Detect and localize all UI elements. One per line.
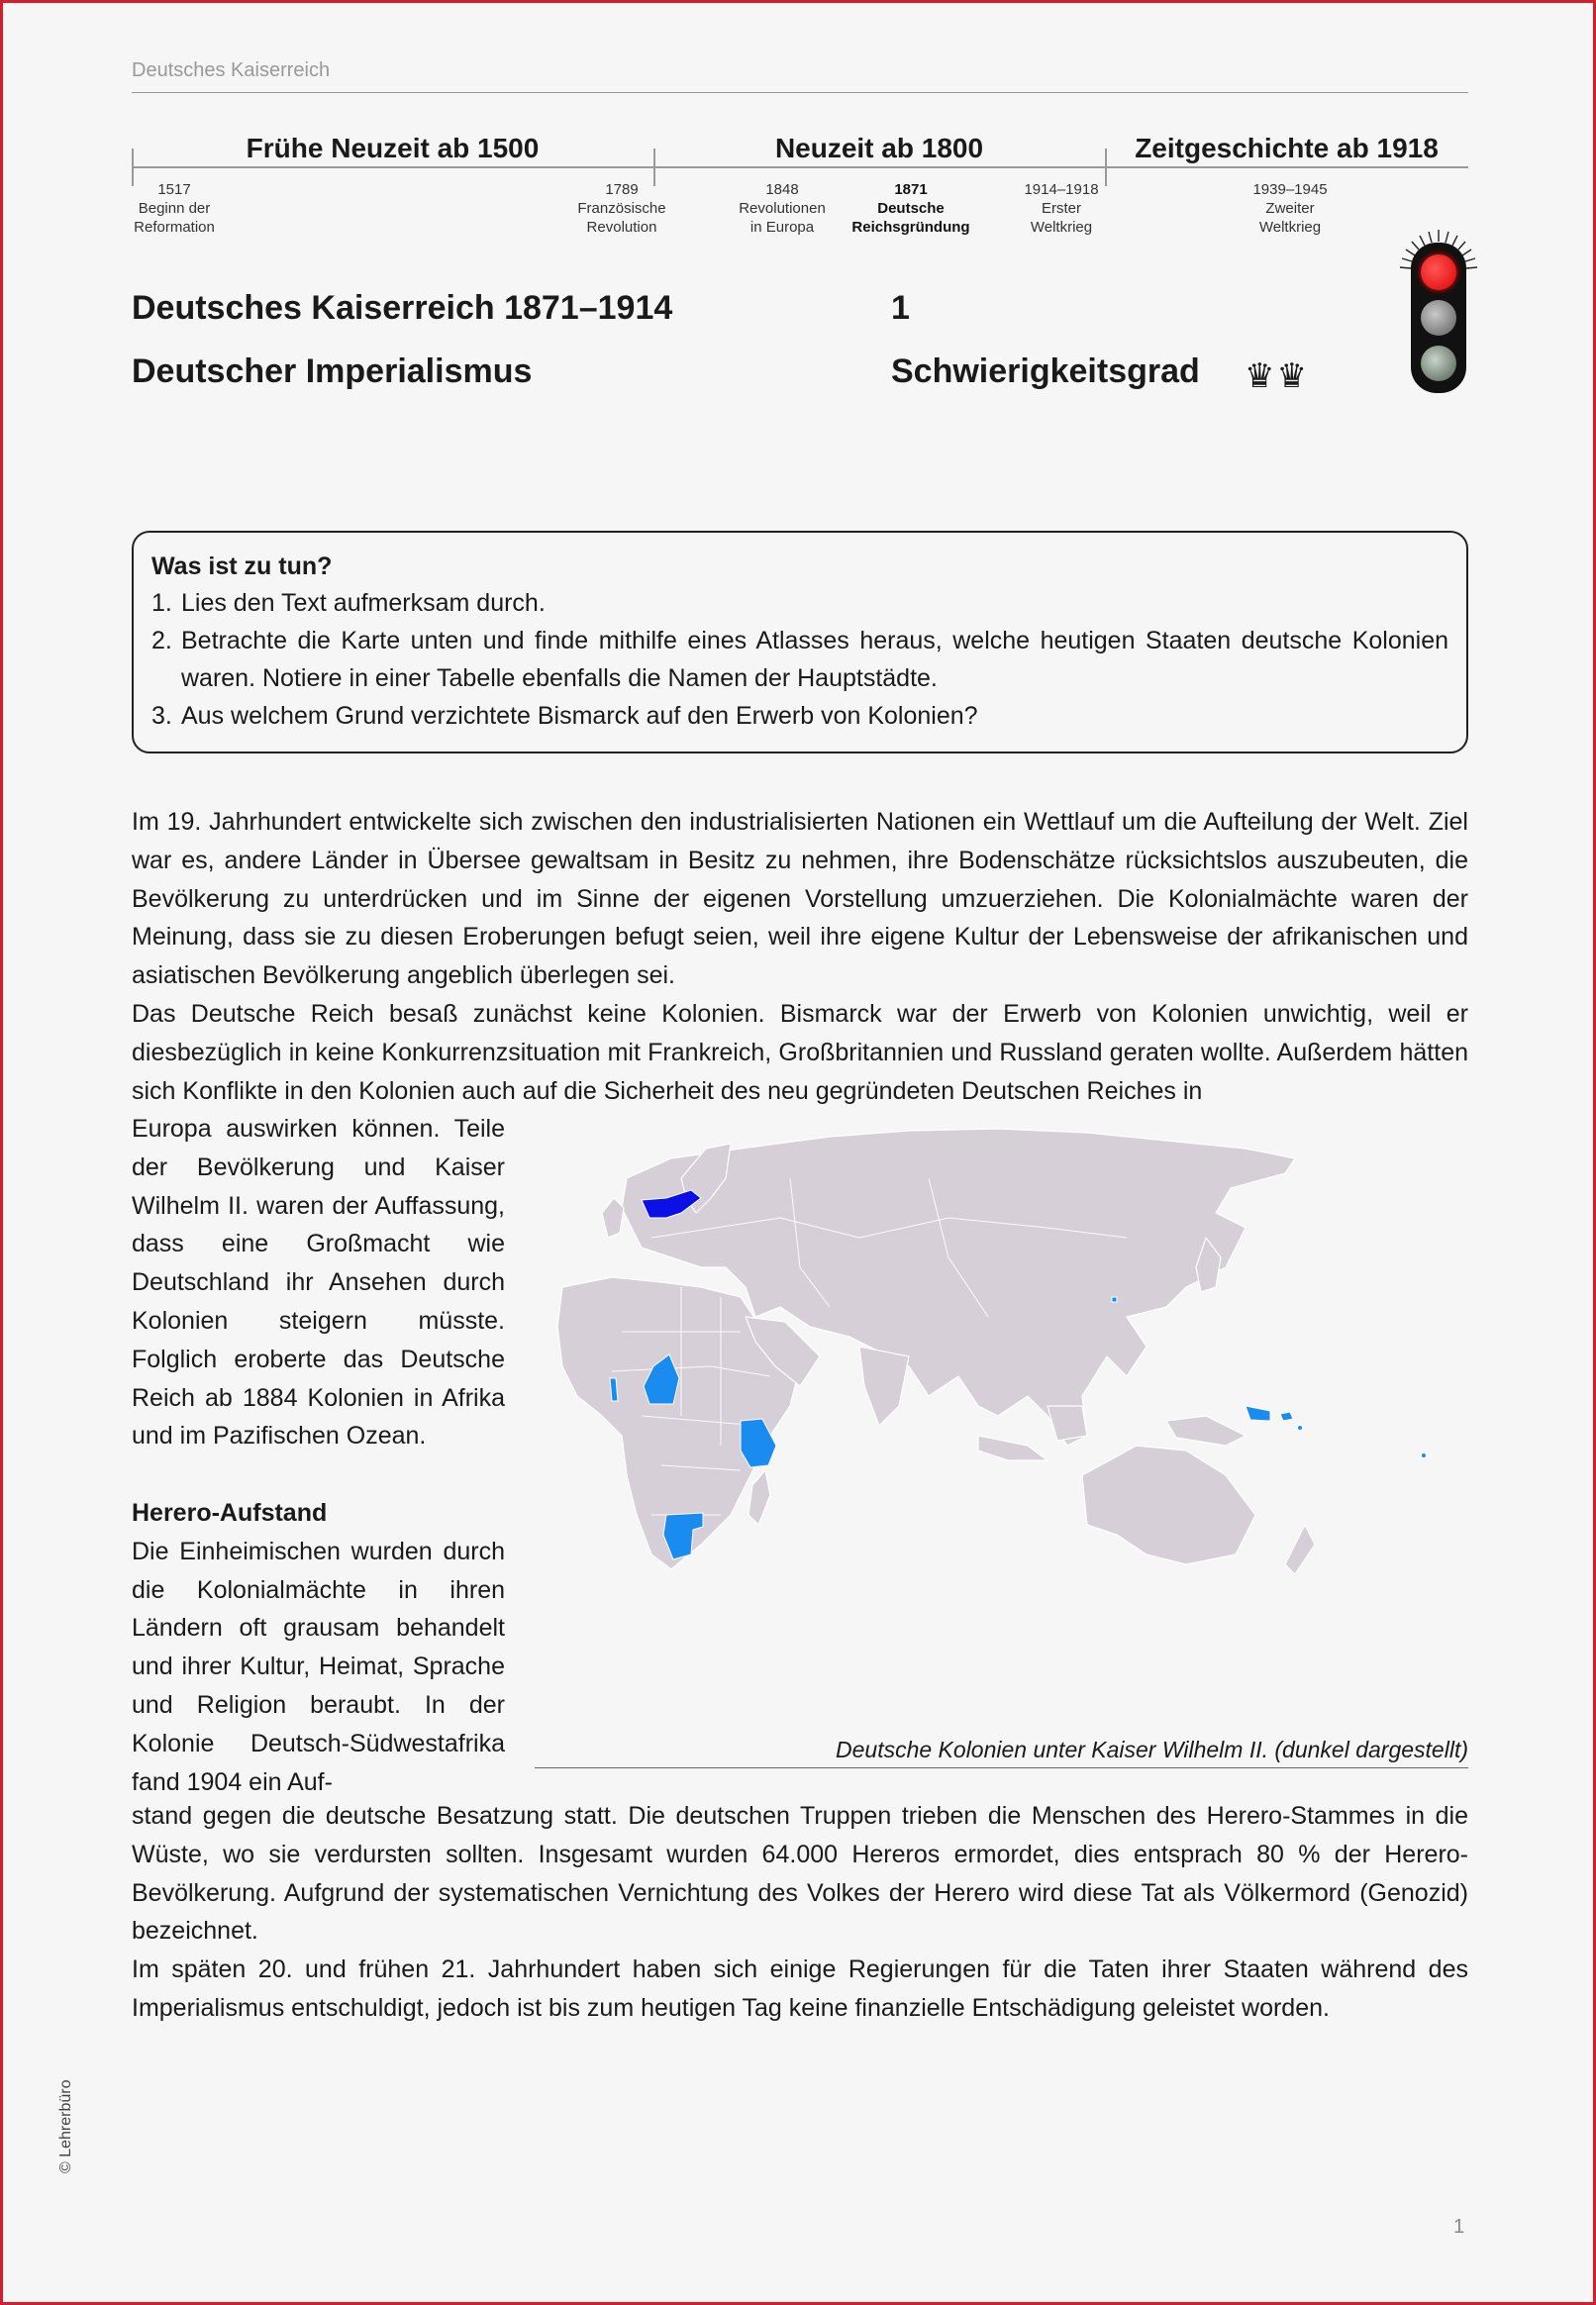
task-item: 2. Betrachte die Karte unten und finde mithilfe eines Atlasses heraus, welche heutigen Staaten deutsche Kolonien waren. Notiere in einer Tabelle ebenfalls die Namen der Hauptstädte. [151,627,1448,692]
section-heading: Herero-Aufstand [132,1498,328,1527]
timeline-event: 1939–1945 Zweiter Weltkrieg [1252,181,1328,236]
green-lamp [1421,346,1456,381]
borneo [1047,1406,1087,1441]
paragraph: Im späten 20. und frühen 21. Jahrhundert haben sich einige Regierungen für die Taten ihrer Staaten während des Imperialismus entschuldigt, jedoch ist bis zum heutigen Tag keine finanzielle Entschädigung geleistet worden. [132,1955,1468,2022]
colony-pacific-islands [1422,1453,1427,1458]
timeline-event: 1517 Beginn der Reformation [134,181,215,236]
task-heading: Was ist zu tun? [151,552,333,580]
colony-kiautschou [1112,1297,1117,1302]
timeline [132,129,1468,248]
new-zealand [1285,1525,1315,1574]
timeline-event: 1914–1918 Erster Weltkrieg [1024,181,1099,236]
yellow-lamp [1421,300,1456,336]
new-guinea [1166,1416,1246,1446]
paragraph: Im 19. Jahrhundert entwickelte sich zwischen den industrialisierten Nationen ein Wettlauf um die Aufteilung der Welt. Ziel war es, andere Länder in Übersee gewaltsam in Besitz zu nehmen, ihre Bodenschätze rücksichtslos auszubeuten, die Bevölkerung zu unterdrücken und im Sinne der eigenen Vorstellung umzuerziehen. Die Kolonialmächte waren der Meinung, dass sie zu diesen Eroberungen befugt seien, weil ihre eigene Kultur der Lebensweise der afrikanischen und asiatischen Bevölkerung angeblich überlegen sei. [132,808,1468,990]
task-item: 1. Lies den Text aufmerksam durch. [151,589,546,617]
map-caption: Deutsche Kolonien unter Kaiser Wilhelm II. (dunkel dargestellt) [535,1737,1468,1768]
main-title: Deutsches Kaiserreich 1871–1914 [132,289,673,327]
india [859,1347,909,1426]
indonesia [978,1436,1047,1460]
colony-togo [610,1378,618,1401]
timeline-event: 1789 Französische Revolution [577,181,666,236]
running-head: Deutsches Kaiserreich [132,59,1468,93]
timeline-era: Frühe Neuzeit ab 1500 [246,133,540,163]
difficulty-label: Schwierigkeitsgrad [891,352,1200,390]
page-number: 1 [1453,2216,1465,2238]
crown-icon: ♛♛ [1245,357,1309,395]
red-lamp [1421,254,1456,290]
colony-bismarck-archipel [1280,1412,1293,1421]
task-box [132,531,1468,753]
paragraph: stand gegen die deutsche Besatzung statt. Die deutschen Truppen trieben die Menschen des Herero-Stammes in die Wüste, wo sie verdursten sollten. Insgesamt wurden 64.000 Hereros ermordet, dies entsprach 80 % der Herero-Bevölkerung. Aufgrund der systematischen Vernichtung des Volkes der Herero wird diese Tat als Völkermord (Genozid) bezeichnet. [132,1802,1468,1946]
task-item: 3. Aus welchem Grund verzichtete Bismarck auf den Erwerb von Kolonien? [151,702,978,730]
timeline-era: Zeitgeschichte ab 1918 [1135,133,1439,163]
colonial-map [533,1119,1468,1733]
timeline-event: 1848 Revolutionen in Europa [739,181,826,236]
paragraph: Das Deutsche Reich besaß zunächst keine Kolonien. Bismarck war der Erwerb von Kolonien unwichtig, weil er diesbezüglich in keine Konkurrenzsituation mit Frankreich, Großbritannien und Russland geraten wollte. Außerdem hätten sich Konflikte in den Kolonien auch auf die Sicherheit des neu gegründeten Deutschen Reiches in [132,1000,1468,1105]
paragraph: Die Einheimischen wurden durch die Kolonialmächte in ihren Ländern oft grausam behandelt und ihrer Kultur, Heimat, Sprache und Religion beraubt. In der Kolonie Deutsch-Südwestafrika fand 1904 ein Auf- [132,1537,505,1796]
british-isles [602,1198,624,1238]
copyright-notice: © Lehrerbüro [57,2079,74,2173]
side-column [132,1110,505,1801]
paragraph: Europa auswirken können. Teile der Bevölkerung und Kaiser Wilhelm II. waren der Auffassung, dass eine Großmacht wie Deutschland ihr Ansehen durch Kolonien steigern müsste. Folglich eroberte das Deutsche Reich ab 1884 Kolonien in Afrika und im Pazifischen Ozean. [132,1115,505,1451]
traffic-light-icon [1411,243,1466,393]
subtitle: Deutscher Imperialismus [132,352,533,390]
timeline-era: Neuzeit ab 1800 [774,133,984,163]
colony-neuguinea [1246,1406,1270,1421]
timeline-event-highlight: 1871 Deutsche Reichsgründung [851,181,970,236]
worksheet-number: 1 [891,289,910,327]
task-list [151,584,1448,735]
timeline-axis [132,166,1468,168]
madagascar [748,1470,770,1525]
colony-pacific-islands [1298,1426,1303,1431]
australia [1082,1446,1255,1564]
